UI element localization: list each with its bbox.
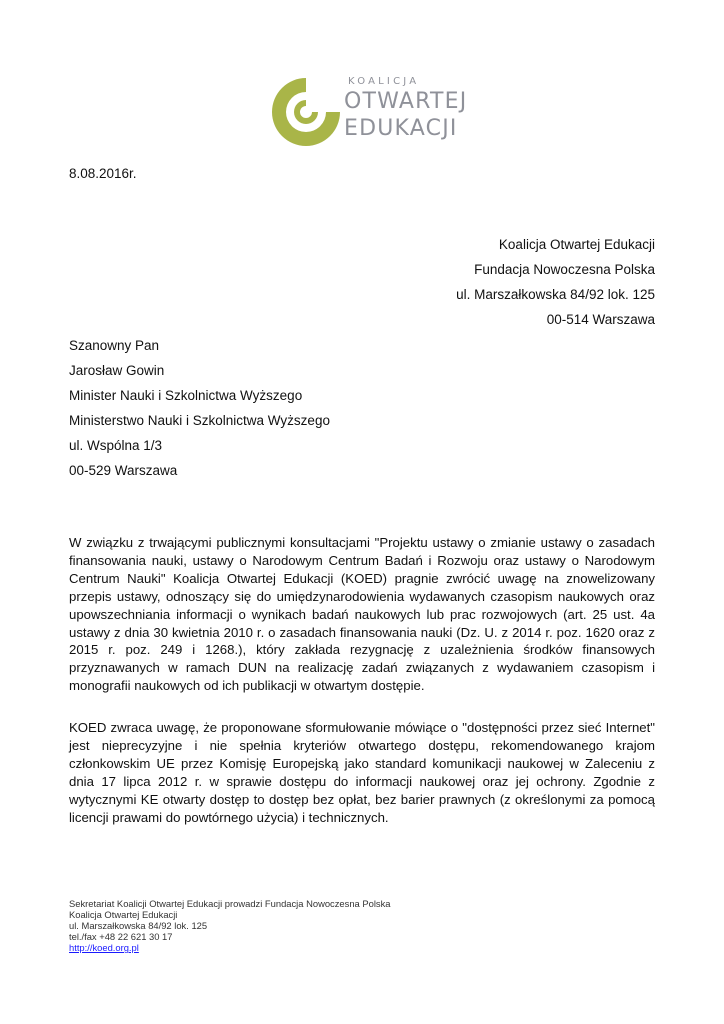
koed-logo xyxy=(270,72,468,152)
footer-line: ul. Marszałkowska 84/92 lok. 125 xyxy=(69,920,208,931)
sender-line: Fundacja Nowoczesna Polska xyxy=(474,262,655,277)
logo-text-edukacji: EDUKACJI xyxy=(344,116,458,141)
footer-website-link[interactable]: http://koed.org.pl xyxy=(69,942,139,953)
body-paragraph-1: W związku z trwającymi publicznymi konsultacjami "Projektu ustawy o zmianie ustawy o zasadach finansowania nauki, ustawy o Narodowym Centrum Badań i Rozwoju oraz ustawy o Narodowym Centrum Nauki" Koalicja Otwartej Edukacji (KOED) pragnie zwrócić uwagę na znowelizowany przepis ustawy, odnoszący się do umiędzynarodowienia wydawanych czasopism naukowych oraz upowszechniania informacji o wynikach badań naukowych lub prac rozwojowych (art. 25 ust. 4a ustawy z dnia 30 kwietnia 2010 r. o zasadach finansowania nauki (Dz. U. z 2014 r. poz. 1620 oraz z 2015 r. poz. 249 i 1268.), który zakłada rezygnację z uzależnienia środków finansowych przyznawanych w ramach DUN na realizację zadań związanych z wydawaniem czasopism i monografii naukowych od ich publikacji w otwartym dostępie. xyxy=(69,535,655,694)
sender-line: ul. Marszałkowska 84/92 lok. 125 xyxy=(456,287,655,302)
recipient-line: Minister Nauki i Szkolnictwa Wyższego xyxy=(69,388,303,403)
body-paragraph-2: KOED zwraca uwagę, że proponowane sformułowanie mówiące o "dostępności przez sieć Internet" jest nieprecyzyjne i nie spełnia kryteriów otwartego dostępu, rekomendowanego krajom członkowskim UE przez Komisję Europejską jako standard komunikacji naukowej w Zaleceniu z dnia 17 lipca 2012 r. w sprawie dostępu do informacji naukowej oraz jej ochrony. Zgodnie z wytycznymi KE otwarty dostęp to dostęp bez opłat, bez barier prawnych (z określonymi za pomocą licencji prawami do powtórnego użycia) i technicznych. xyxy=(69,720,655,825)
footer-line: tel./fax +48 22 621 30 17 xyxy=(69,931,173,942)
recipient-line: ul. Wspólna 1/3 xyxy=(69,438,163,453)
footer-line: Koalicja Otwartej Edukacji xyxy=(69,909,178,920)
footer xyxy=(69,898,391,953)
letter-date: 8.08.2016r. xyxy=(69,166,137,181)
sender-line: Koalicja Otwartej Edukacji xyxy=(498,237,655,252)
recipient-line: 00-529 Warszawa xyxy=(69,463,178,478)
recipient-line: Ministerstwo Nauki i Szkolnictwa Wyższego xyxy=(69,413,330,428)
logo-text-koalicja: KOALICJA xyxy=(348,76,420,87)
footer-line: Sekretariat Koalicji Otwartej Edukacji prowadzi Fundacja Nowoczesna Polska xyxy=(69,898,391,909)
recipient-address xyxy=(69,333,330,483)
recipient-line: Jarosław Gowin xyxy=(69,363,165,378)
logo-text-otwartej: OTWARTEJ xyxy=(344,89,468,114)
koed-logo-mark-icon xyxy=(270,72,342,152)
recipient-line: Szanowny Pan xyxy=(69,338,160,353)
sender-line: 00-514 Warszawa xyxy=(546,312,655,327)
sender-address xyxy=(456,232,655,332)
